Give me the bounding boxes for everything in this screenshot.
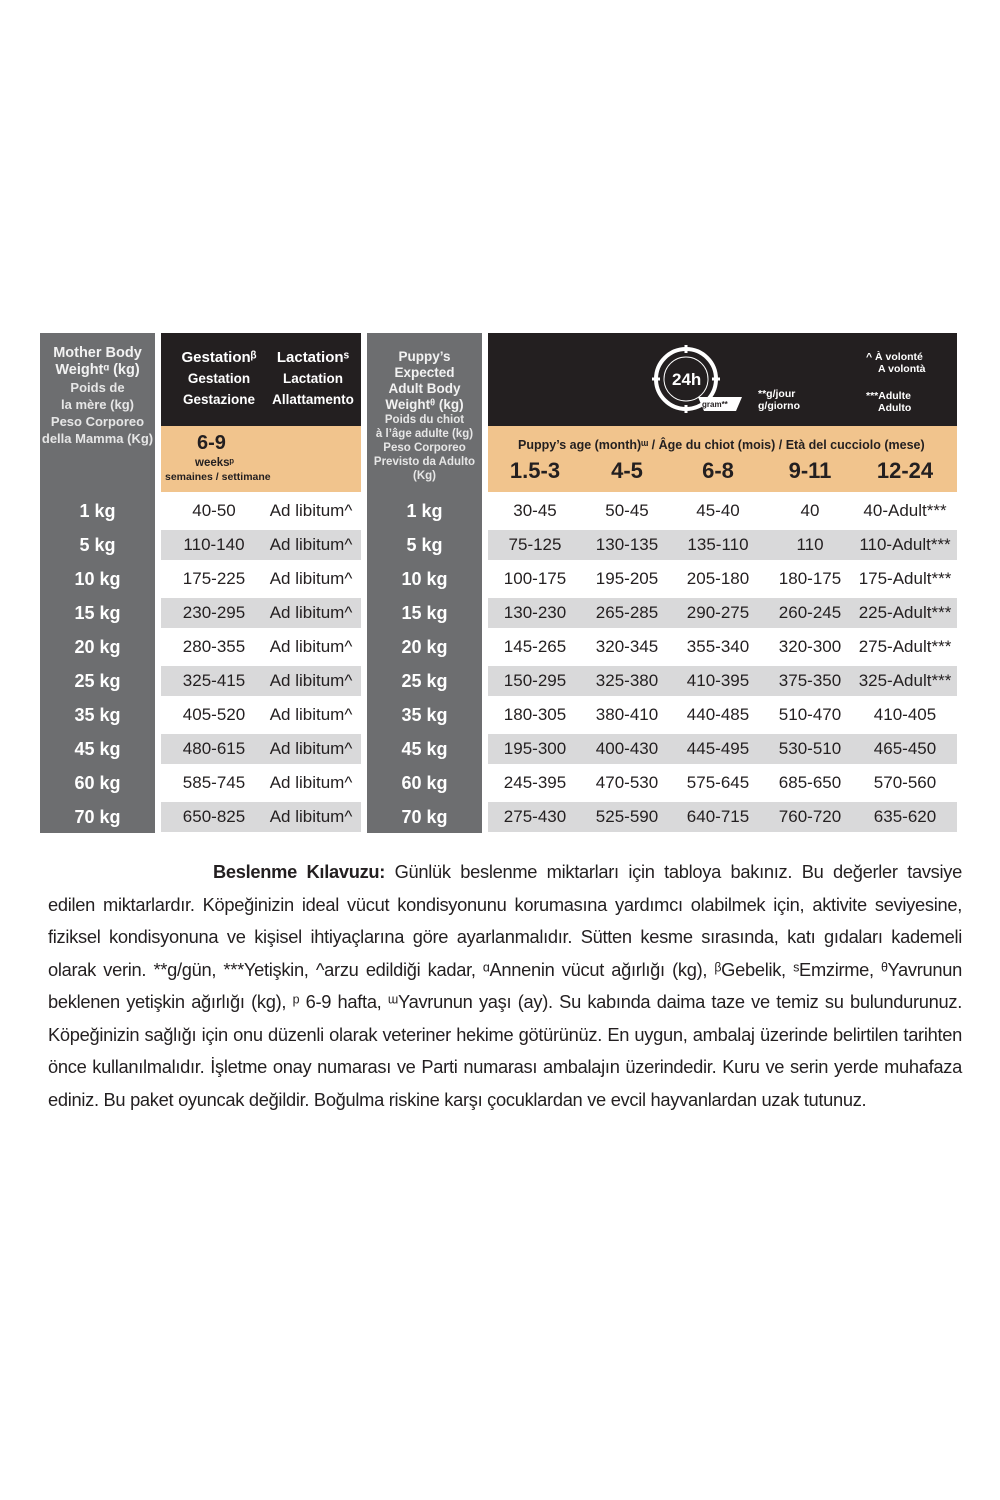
header-line: Mother Body (53, 345, 142, 361)
age-amount-cell: 75-125 (508, 535, 562, 554)
mother-weight-label: 70 kg (74, 807, 121, 827)
age-amount-cell: 225-Adult*** (858, 603, 952, 622)
feeding-legend-header (488, 333, 957, 426)
lactation-header (265, 347, 361, 410)
mother-weight-label: 5 kg (79, 535, 116, 555)
lactation-title: Lactationˢ (276, 349, 350, 366)
adulto-text: Adulto (878, 402, 912, 414)
age-amount-cell: 50-45 (605, 501, 649, 520)
header-line: Peso Corporeo (50, 414, 145, 429)
puppy-weight-column (367, 333, 482, 833)
gestation-cell: 325-415 (182, 671, 246, 690)
puppy-weight-label: 25 kg (401, 671, 448, 691)
header-line: Peso Corporeo (383, 442, 466, 454)
age-column-label: 4-5 (611, 458, 643, 483)
header-line: Puppy’s Expected (394, 349, 455, 380)
age-amount-cell: 525-590 (595, 807, 659, 826)
lactation-cell: Ad libitum^ (269, 603, 353, 622)
puppy-weight-label: 1 kg (406, 501, 443, 521)
header-line: Weightᵅ (kg) (55, 362, 140, 378)
header-line: Adult Body (388, 381, 461, 396)
header-line: Previsto da Adulto (Kg) (373, 456, 476, 482)
age-amount-cell: 400-430 (595, 739, 659, 758)
age-amount-cell: 325-380 (595, 671, 659, 690)
gestation-cell: 230-295 (182, 603, 246, 622)
mother-weight-header (40, 345, 155, 447)
header-line: della Mamma (Kg) (41, 431, 154, 446)
age-amount-cell: 380-410 (595, 705, 659, 724)
age-amount-cell: 110 (796, 535, 824, 554)
header-line: à l’âge adulte (kg) (375, 428, 474, 440)
gestation-cell: 585-745 (182, 773, 246, 792)
age-amount-cell: 195-205 (595, 569, 659, 588)
lactation-line: Allattamento (272, 392, 354, 407)
gram-label: gram** (702, 400, 728, 409)
ggiorno-text: g/giorno (758, 400, 800, 412)
lactation-cell: Ad libitum^ (269, 773, 353, 792)
volonte-text: ^ À volonté (866, 351, 923, 363)
gjour-legend (758, 388, 800, 412)
gestation-cell: 480-615 (182, 739, 246, 758)
lactation-cell: Ad libitum^ (269, 671, 353, 690)
age-column-label: 6-8 (702, 458, 734, 483)
age-amount-cell: 530-510 (778, 739, 842, 758)
age-amount-cell: 410-405 (873, 705, 937, 724)
age-amount-cell: 320-345 (595, 637, 659, 656)
age-amount-cell: 290-275 (686, 603, 750, 622)
age-amount-cell: 445-495 (686, 739, 750, 758)
age-column-label: 1.5-3 (509, 458, 561, 483)
age-amount-cell: 510-470 (778, 705, 842, 724)
gestation-cell: 280-355 (182, 637, 246, 656)
age-amount-cell: 40 (800, 501, 820, 520)
age-column-label: 9-11 (788, 458, 832, 483)
gestation-cell: 40-50 (192, 501, 236, 520)
weeks-box (161, 426, 361, 492)
gjour-text: **g/jour (758, 388, 796, 400)
age-amount-cell: 575-645 (686, 773, 750, 792)
age-amount-cell: 635-620 (873, 807, 937, 826)
mother-weight-label: 35 kg (74, 705, 121, 725)
age-amount-cell: 130-135 (595, 535, 659, 554)
puppy-weight-label: 15 kg (401, 603, 448, 623)
adulte-text: ***Adulte (866, 390, 911, 402)
age-amount-cell: 410-395 (686, 671, 750, 690)
mother-weight-label: 25 kg (74, 671, 121, 691)
puppy-weight-label: 35 kg (401, 705, 448, 725)
lactation-cell: Ad libitum^ (269, 807, 353, 826)
puppy-weight-label: 10 kg (401, 569, 448, 589)
age-amount-cell: 465-450 (873, 739, 937, 758)
gestation-line: Gestation (187, 371, 251, 386)
age-amount-cell: 110-Adult*** (859, 535, 951, 554)
mother-weight-label: 45 kg (74, 739, 121, 759)
weeks-label: weeksᵖ (195, 457, 235, 469)
puppy-weight-label: 70 kg (401, 807, 448, 827)
age-amount-cell: 320-300 (778, 637, 842, 656)
age-amount-cell: 640-715 (686, 807, 750, 826)
gestation-header (169, 347, 269, 410)
age-amount-cell: 470-530 (595, 773, 659, 792)
age-amount-cell: 355-340 (686, 637, 750, 656)
gestation-title: Gestationᵝ (181, 349, 257, 366)
age-amount-cell: 175-Adult*** (858, 569, 952, 588)
lactation-cell: Ad libitum^ (269, 569, 353, 588)
age-amount-cell: 45-40 (696, 501, 740, 520)
feeding-guide-body: Günlük beslenme miktarları için tabloya bakınız. Bu değerler tavsiye edilen miktarlardır. Köpeğinizin ideal vücut kondisyonunu korumasına yardımcı olabilmek için, aktivite seviyesine, fiziksel kondisyonuna ve kişisel ihtiyaçlarına göre ayarlanmalıdır. Sütten kesme sırasında, katı gıdaları kademeli olarak verin. **g/gün, ***Yetişkin, ^arzu edildiği kadar, ᵅAnnenin vücut ağırlığı (kg), ᵝGebelik, ˢEmzirme, ᶿYavrunun beklenen yetişkin ağırlığı (kg), ᵖ 6-9 hafta, ᵚYavrunun yaşı (ay). Su kabında daima taze ve temiz su bulundurunuz. Köpeğinizin sağlığı için onu düzenli olarak veteriner hekime götürünüz. En uygun, ambalaj üzerinde belirtilen tarihten önce kullanılmalıdır. İşletme onay numarası ve Parti numarası ambalajın üzerindedir. Kuru ve serin yerde muhafaza ediniz. Bu paket oyuncak değildir. Boğulma riskine karşı çocuklardan ve evcil hayvanlardan uzak tutunuz. (48, 861, 962, 1110)
age-column-label: 12-24 (876, 458, 934, 483)
age-amount-cell: 275-430 (503, 807, 567, 826)
age-amount-cell: 205-180 (686, 569, 750, 588)
age-amount-cell: 145-265 (503, 637, 567, 656)
mother-weight-label: 60 kg (74, 773, 121, 793)
age-amount-cell: 265-285 (595, 603, 659, 622)
header-line: Poids de (70, 380, 125, 395)
gestation-cell: 405-520 (182, 705, 246, 724)
puppy-weight-label: 5 kg (406, 535, 443, 555)
age-amount-cell: 195-300 (503, 739, 567, 758)
lactation-cell: Ad libitum^ (269, 535, 353, 554)
age-amount-cell: 180-175 (778, 569, 842, 588)
age-amount-cell: 760-720 (778, 807, 842, 826)
clock-label: 24h (672, 370, 702, 389)
volonte-legend (866, 351, 925, 375)
age-header-text: Puppy’s age (month)ᵚ / Âge du chiot (mois) / Età del cucciolo (mese) (518, 438, 925, 452)
age-amount-cell: 150-295 (503, 671, 567, 690)
age-amount-cell: 275-Adult*** (858, 637, 952, 656)
puppy-weight-header (367, 349, 482, 483)
lactation-cell: Ad libitum^ (269, 637, 353, 656)
puppy-weight-label: 45 kg (401, 739, 448, 759)
age-amount-cell: 40-Adult*** (863, 501, 947, 520)
age-amount-cell: 130-230 (503, 603, 567, 622)
age-amount-cell: 260-245 (778, 603, 842, 622)
mother-weight-label: 20 kg (74, 637, 121, 657)
volonta-text: A volontà (878, 363, 926, 375)
header-line: la mère (kg) (61, 397, 134, 412)
mother-weight-label: 10 kg (74, 569, 121, 589)
lactation-cell: Ad libitum^ (269, 501, 353, 520)
clock-bowl-icon (648, 341, 758, 421)
puppy-weight-label: 20 kg (401, 637, 448, 657)
feeding-guide-title: Beslenme Kılavuzu: (213, 861, 386, 882)
age-amount-cell: 440-485 (686, 705, 750, 724)
lactation-cell: Ad libitum^ (269, 705, 353, 724)
gestation-line: Gestazione (182, 392, 256, 407)
age-amount-cell: 135-110 (687, 535, 749, 554)
age-amount-cell: 325-Adult*** (858, 671, 952, 690)
lactation-line: Lactation (282, 371, 343, 386)
age-amount-cell: 685-650 (778, 773, 842, 792)
age-amount-cell: 180-305 (503, 705, 567, 724)
gestation-cell: 650-825 (182, 807, 246, 826)
gestation-cell: 175-225 (182, 569, 246, 588)
puppy-weight-label: 60 kg (401, 773, 448, 793)
age-amount-cell: 375-350 (778, 671, 842, 690)
feeding-guide-paragraph (48, 856, 962, 1116)
mother-weight-label: 1 kg (79, 501, 116, 521)
age-amount-cell: 100-175 (503, 569, 567, 588)
weeks-range: 6-9 (197, 432, 226, 454)
age-amount-cell: 30-45 (513, 501, 557, 520)
header-line: Poids du chiot (384, 414, 465, 426)
age-amount-cell: 245-395 (503, 773, 567, 792)
lactation-cell: Ad libitum^ (269, 739, 353, 758)
header-line: Weightᶿ (kg) (385, 397, 464, 412)
weeks-sub: semaines / settimane (165, 471, 271, 483)
gestation-cell: 110-140 (183, 535, 245, 554)
mother-weight-column (40, 333, 155, 833)
mother-weight-label: 15 kg (74, 603, 121, 623)
gestation-lactation-header (161, 333, 361, 426)
age-amount-cell: 570-560 (873, 773, 937, 792)
adulte-legend (866, 390, 911, 414)
